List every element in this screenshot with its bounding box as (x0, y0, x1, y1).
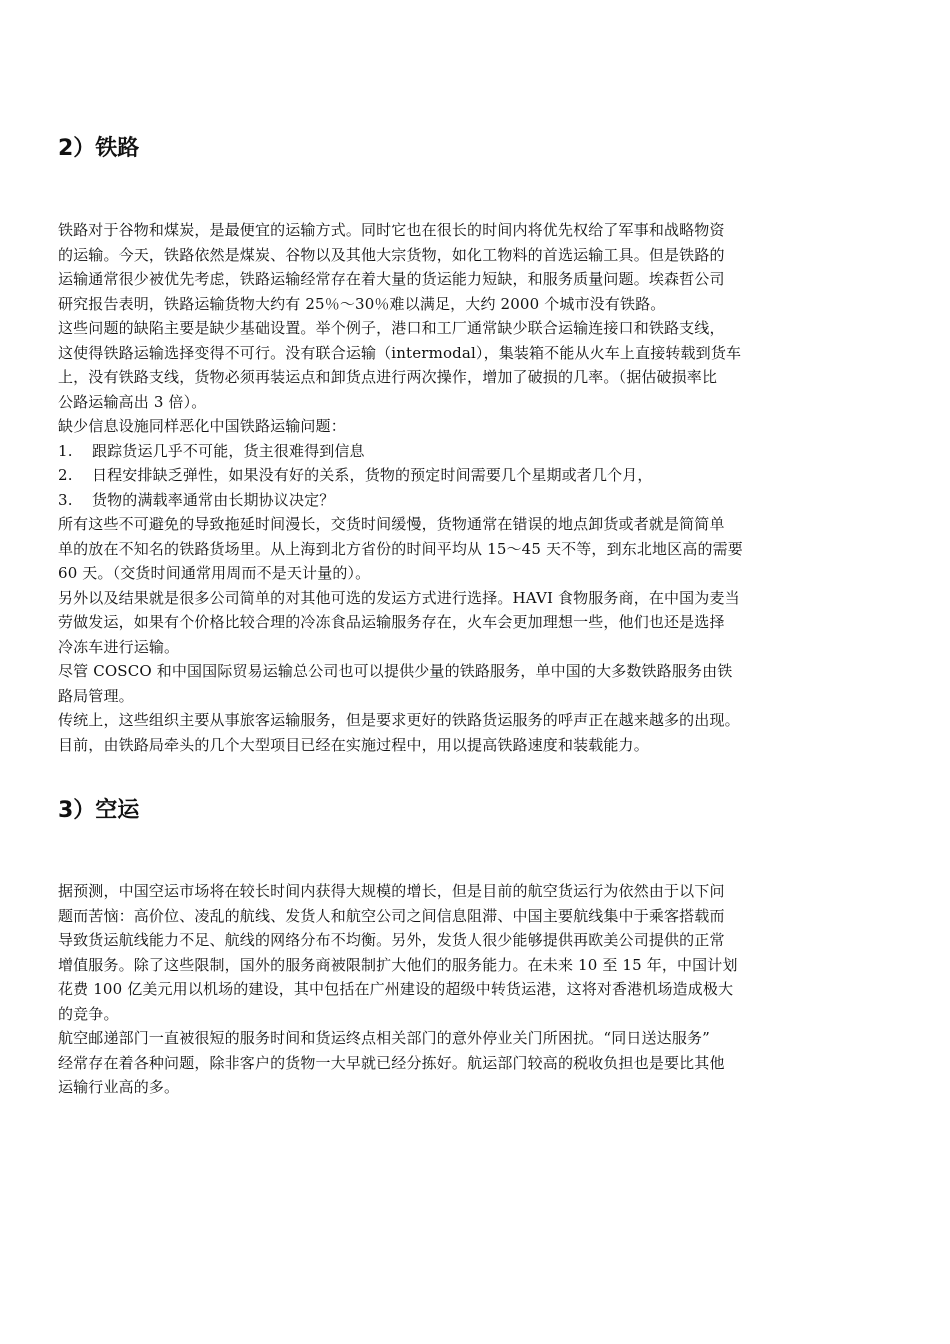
list-item-text: 日程安排缺乏弹性，如果没有好的关系，货物的预定时间需要几个星期或者几个月， (92, 466, 653, 484)
paragraph-line: 这些问题的缺陷主要是缺少基础设置。举个例子，港口和工厂通常缺少联合运输连接口和铁路支线， (58, 319, 725, 337)
paragraph-line: 铁路对于谷物和煤炭，是最便宜的运输方式。同时它也在很长的时间内将优先权给了军事和战略物资 (58, 221, 725, 239)
list-item (58, 488, 838, 513)
paragraph-line: 运输通常很少被优先考虑，铁路运输经常存在着大量的货运能力短缺，和服务质量问题。埃森哲公司 (58, 270, 725, 288)
paragraph-line: 目前，由铁路局牵头的几个大型项目已经在实施过程中，用以提高铁路速度和装载能力。 (58, 735, 649, 754)
paragraph-line: 花费 100 亿美元用以机场的建设，其中包括在广州建设的超级中转货运港，这将对香港机场造成极大 (58, 980, 734, 998)
paragraph-line: 这使得铁路运输选择变得不可行。没有联合运输（intermodal），集装箱不能从火车上直接转载到货车 (58, 343, 742, 362)
paragraph-line: 据预测，中国空运市场将在较长时间内获得大规模的增长，但是目前的航空货运行为依然由于以下问 (58, 882, 725, 900)
section-heading-air: 3）空运 (58, 798, 140, 823)
list-item (58, 463, 838, 488)
paragraph-line: 缺少信息设施同样恶化中国铁路运输问题： (58, 417, 346, 435)
paragraph-line: 冷冻车进行运输。 (58, 637, 180, 656)
paragraph-line: 的运输。今天，铁路依然是煤炭、谷物以及其他大宗货物，如化工物料的首选运输工具。但是铁路的 (58, 245, 725, 264)
paragraph-line: 单的放在不知名的铁路货场里。从上海到北方省份的时间平均从 15～45 天不等，到东北地区高的需要 (58, 539, 743, 558)
paragraph-line: 路局管理。 (58, 686, 134, 705)
list-item-number: 3. (58, 490, 73, 509)
paragraph-line: 研究报告表明，铁路运输货物大约有 25％～30％难以满足，大约 2000 个城市没有铁路。 (58, 294, 666, 313)
paragraph-line: 尽管 COSCO 和中国国际贸易运输总公司也可以提供少量的铁路服务，单中国的大多数铁路服务由铁 (58, 662, 733, 680)
paragraph-line: 上，没有铁路支线，货物必须再装运点和卸货点进行两次操作，增加了破损的几率。（据估破损率比 (58, 368, 718, 386)
section-heading-rail: 2）铁路 (58, 136, 140, 161)
paragraph-line: 公路运输高出 3 倍）。 (58, 392, 207, 411)
paragraph-line: 劳做发运，如果有个价格比较合理的冷冻食品运输服务存在，火车会更加理想一些，他们也还是选择 (58, 613, 725, 631)
paragraph-line: 的竞争。 (58, 1004, 119, 1023)
rail-section-body (58, 218, 838, 757)
list-item-number: 2. (58, 466, 73, 484)
paragraph-line: 所有这些不可避免的导致拖延时间漫长，交货时间缓慢，货物通常在错误的地点卸货或者就是简简单 (58, 515, 725, 533)
list-item (58, 439, 838, 464)
paragraph-line: 另外以及结果就是很多公司简单的对其他可选的发运方式进行选择。HAVI 食物服务商，在中国为麦当 (58, 588, 740, 607)
paragraph-line: 题而苦恼：高价位、凌乱的航线、发货人和航空公司之间信息阻滞、中国主要航线集中于乘客搭载而 (58, 906, 725, 925)
paragraph-line: 航空邮递部门一直被很短的服务时间和货运终点相关部门的意外停业关门所困扰。“同日送达服务” (58, 1029, 710, 1047)
paragraph-line: 60 天。（交货时间通常用周而不是天计量的）。 (58, 564, 371, 582)
air-section-body (58, 879, 838, 1100)
list-item-text: 跟踪货运几乎不可能，货主很难得到信息 (92, 441, 365, 460)
paragraph-line: 增值服务。除了这些限制，国外的服务商被限制扩大他们的服务能力。在未来 10 至 15 年，中国计划 (58, 955, 738, 974)
list-item-number: 1. (58, 441, 73, 460)
paragraph-line: 运输行业高的多。 (58, 1078, 180, 1096)
paragraph-line: 传统上，这些组织主要从事旅客运输服务，但是要求更好的铁路货运服务的呼声正在越来越多的出现。 (58, 711, 740, 729)
paragraph-line: 导致货运航线能力不足、航线的网络分布不均衡。另外，发货人很少能够提供再欧美公司提供的正常 (58, 931, 725, 949)
paragraph-line: 经常存在着各种问题，除非客户的货物一大早就已经分拣好。航运部门较高的税收负担也是要比其他 (58, 1053, 725, 1072)
list-item-text: 货物的满载率通常由长期协议决定？ (92, 490, 335, 509)
